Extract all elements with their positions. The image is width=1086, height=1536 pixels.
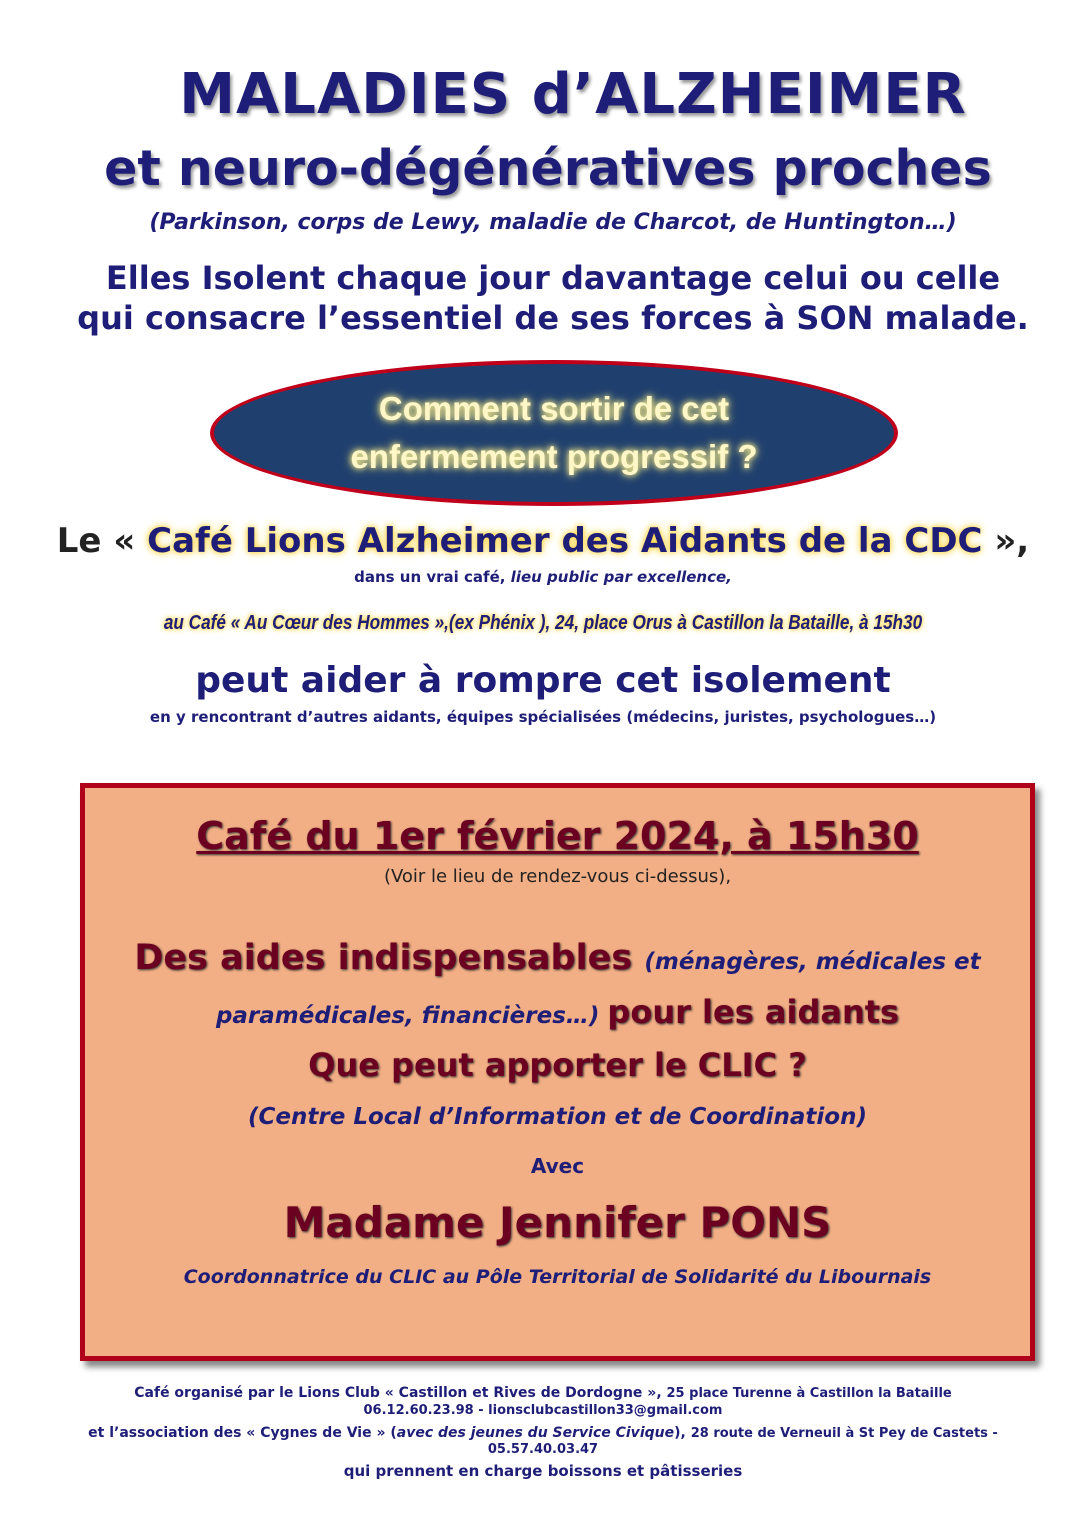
help-detail: en y rencontrant d’autres aidants, équipes spécialisées (médecins, juristes, psychologues…) bbox=[149, 708, 937, 726]
help-heading: peut aider à rompre cet isolement bbox=[195, 660, 891, 701]
event-box bbox=[80, 783, 1035, 1361]
footer-organizer bbox=[0, 1385, 1086, 1401]
isolation-line-1: Elles Isolent chaque jour davantage celui ou celle bbox=[105, 259, 1001, 297]
topic-line-2 bbox=[85, 993, 1030, 1031]
topic-c: paramédicales, financières…) bbox=[215, 1003, 608, 1029]
topic-line-1 bbox=[85, 938, 1030, 978]
topic-d: pour les aidants bbox=[607, 993, 900, 1031]
with-label: Avec bbox=[530, 1154, 585, 1178]
footer-assoc-b: avec des jeunes du Service Civique bbox=[396, 1425, 675, 1441]
poster-subtitle: et neuro-dégénératives proches bbox=[104, 140, 992, 197]
ellipse-question: Comment sortir de cet enfermement progressif ? bbox=[350, 390, 758, 475]
location-note: (Voir le lieu de rendez-vous ci-dessus), bbox=[383, 866, 732, 887]
topic-a: Des aides indispensables bbox=[134, 938, 645, 978]
poster-title: MALADIES d’ALZHEIMER bbox=[179, 62, 967, 127]
cafe-place bbox=[0, 568, 1086, 586]
footer-org-b: 25 place Turenne à Castillon la Bataille bbox=[666, 1386, 952, 1401]
isolation-statement bbox=[0, 258, 1086, 338]
footer-association bbox=[0, 1425, 1086, 1441]
footer-assoc-a: et l’association des « Cygnes de Vie » ( bbox=[88, 1425, 397, 1441]
question-ellipse bbox=[210, 360, 898, 506]
diseases-list: (Parkinson, corps de Lewy, maladie de Charcot, de Huntington…) bbox=[149, 210, 957, 235]
cafe-name: Café Lions Alzheimer des Aidants de la CDC bbox=[147, 521, 983, 561]
clic-question: Que peut apporter le CLIC ? bbox=[308, 1046, 807, 1084]
speaker-role: Coordonnatrice du CLIC au Pôle Territorial de Solidarité du Libournais bbox=[183, 1266, 932, 1288]
footer-drinks: qui prennent en charge boissons et pâtisseries bbox=[343, 1462, 743, 1480]
speaker-name: Madame Jennifer PONS bbox=[283, 1198, 832, 1247]
footer-org-a: Café organisé par le Lions Club « Castillon et Rives de Dordogne », bbox=[134, 1385, 667, 1401]
cafe-title bbox=[0, 521, 1086, 561]
isolation-line-2: qui consacre l’essentiel de ses forces à SON malade. bbox=[77, 299, 1029, 337]
cafe-address: au Café « Au Cœur des Hommes »,(ex Phénix ), 24, place Orus à Castillon la Bataille, à 15h30 bbox=[163, 612, 923, 634]
topic-b: (ménagères, médicales et bbox=[644, 949, 981, 975]
footer-assoc-d: 28 route de Verneuil à St Pey de Castets - bbox=[690, 1426, 998, 1441]
footer-contact: 06.12.60.23.98 - lionsclubcastillon33@gmail.com bbox=[363, 1403, 723, 1418]
cafe-prefix: Le « bbox=[56, 521, 148, 561]
clic-definition: (Centre Local d’Information et de Coordination) bbox=[248, 1104, 867, 1130]
cafe-suffix: », bbox=[982, 521, 1030, 561]
event-date: Café du 1er février 2024, à 15h30 bbox=[196, 814, 919, 858]
cafe-place-b: lieu public par excellence, bbox=[510, 568, 732, 586]
footer-assoc-c: ), bbox=[674, 1425, 691, 1441]
cafe-place-a: dans un vrai café, bbox=[354, 568, 511, 586]
footer-phone: 05.57.40.03.47 bbox=[487, 1442, 599, 1457]
